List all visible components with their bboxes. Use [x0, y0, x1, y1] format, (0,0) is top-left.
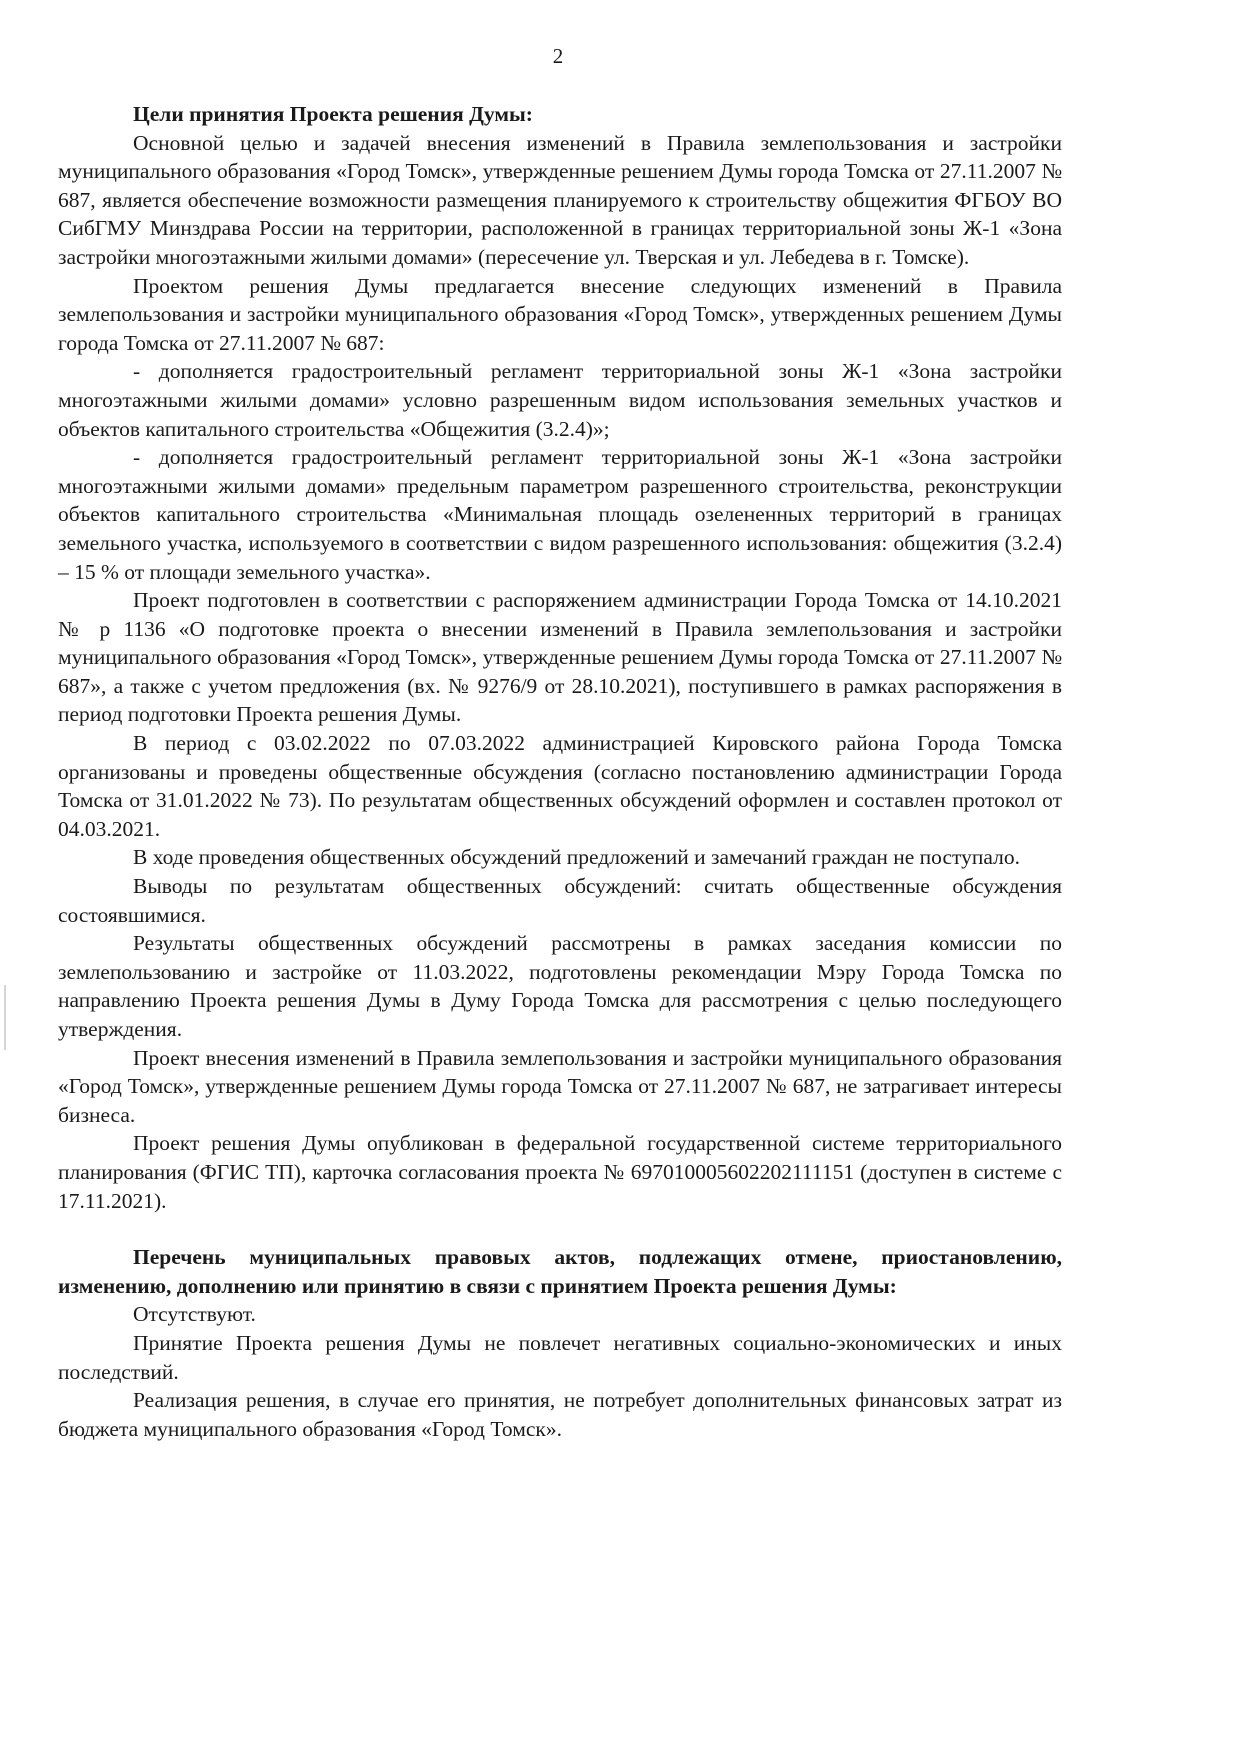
goals-paragraph-conclusions: Выводы по результатам общественных обсуждений: считать общественные обсуждения состоявшимися. [58, 874, 1062, 927]
goals-paragraph-proposed-changes: Проектом решения Думы предлагается внесение следующих изменений в Правила землепользования и застройки муниципального образования «Город Томск», утвержденных решением Думы города Томска от 27.11.2007 № 687: [58, 273, 1062, 355]
acts-paragraph-no-costs: Реализация решения, в случае его принятия, не потребует дополнительных финансовых затрат из бюджета муниципального образования «Город Томск». [58, 1388, 1062, 1441]
acts-paragraph-no-consequences: Принятие Проекта решения Думы не повлечет негативных социально-экономических и иных последствий. [58, 1330, 1062, 1384]
goals-paragraph-change-1: - дополняется градостроительный регламент территориальной зоны Ж-1 «Зона застройки многоэтажными жилыми домами» условно разрешенным видом использования земельных участков и объектов капитального строительства «Общежития (3.2.4)»; [58, 359, 1062, 441]
scan-edge-mark [4, 985, 6, 1050]
goals-paragraph-fgis-publication: Проект решения Думы опубликован в федеральной государственной системе территориального планирования (ФГИС ТП), карточка согласования проекта № 697010005602202111151 (доступен в системе с 17.11.2021). [58, 1131, 1062, 1213]
page-number: 2 [552, 44, 564, 68]
acts-heading: Перечень муниципальных правовых актов, подлежащих отмене, приостановлению, изменению, дополнению или принятию в связи с принятием Проекта решения Думы: [58, 1245, 1062, 1298]
goals-heading: Цели принятия Проекта решения Думы: [133, 102, 533, 126]
goals-paragraph-change-2: - дополняется градостроительный регламент территориальной зоны Ж-1 «Зона застройки многоэтажными жилыми домами» предельным параметром разрешенного строительства, реконструкции объектов капитального строительства «Минимальная площадь озелененных территорий в границах земельного участка, используемого в соответствии с видом разрешенного использования: общежития (3.2.4) – 15 % от площади земельного участка». [58, 445, 1062, 584]
section-gap [58, 1215, 1062, 1243]
goals-paragraph-main-goal: Основной целью и задачей внесения изменений в Правила землепользования и застройки муниципального образования «Город Томск», утвержденные решением Думы города Томска от 27.11.2007 № 687, является обеспечение возможности размещения планируемого к строительству общежития ФГБОУ ВО СибГМУ Минздрава России на территории, расположенной в границах территориальной зоны Ж-1 «Зона застройки многоэтажными жилыми домами» (пересечение ул. Тверская и ул. Лебедева в г. Томске). [58, 130, 1062, 269]
goals-paragraph-no-comments: В ходе проведения общественных обсуждений предложений и замечаний граждан не поступало. [133, 845, 1020, 870]
goals-paragraph-public-discussion: В период с 03.02.2022 по 07.03.2022 администрацией Кировского района Города Томска организованы и проведены общественные обсуждения (согласно постановлению администрации Города Томска от 31.01.2022 № 73). По результатам общественных обсуждений оформлен и составлен протокол от 04.03.2021. [58, 731, 1062, 841]
acts-paragraph-none: Отсутствуют. [133, 1302, 256, 1327]
document-body [58, 100, 1062, 1443]
goals-paragraph-commission-results: Результаты общественных обсуждений рассмотрены в рамках заседания комиссии по землепользованию и застройке от 11.03.2022, подготовлены рекомендации Мэру Города Томска по направлению Проекта решения Думы в Думу Города Томска для рассмотрения с целью последующего утверждения. [58, 931, 1062, 1041]
goals-paragraph-project-basis: Проект подготовлен в соответствии с распоряжением администрации Города Томска от 14.10.2021 № р 1136 «О подготовке проекта о внесении изменений в Правила землепользования и застройки муниципального образования «Город Томск», утвержденные решением Думы города Томска от 27.11.2007 № 687», а также с учетом предложения (вх. № 9276/9 от 28.10.2021), поступившего в рамках распоряжения в период подготовки Проекта решения Думы. [58, 588, 1062, 727]
goals-paragraph-business-impact: Проект внесения изменений в Правила землепользования и застройки муниципального образования «Город Томск», утвержденные решением Думы города Томска от 27.11.2007 № 687, не затрагивает интересы бизнеса. [58, 1045, 1062, 1127]
